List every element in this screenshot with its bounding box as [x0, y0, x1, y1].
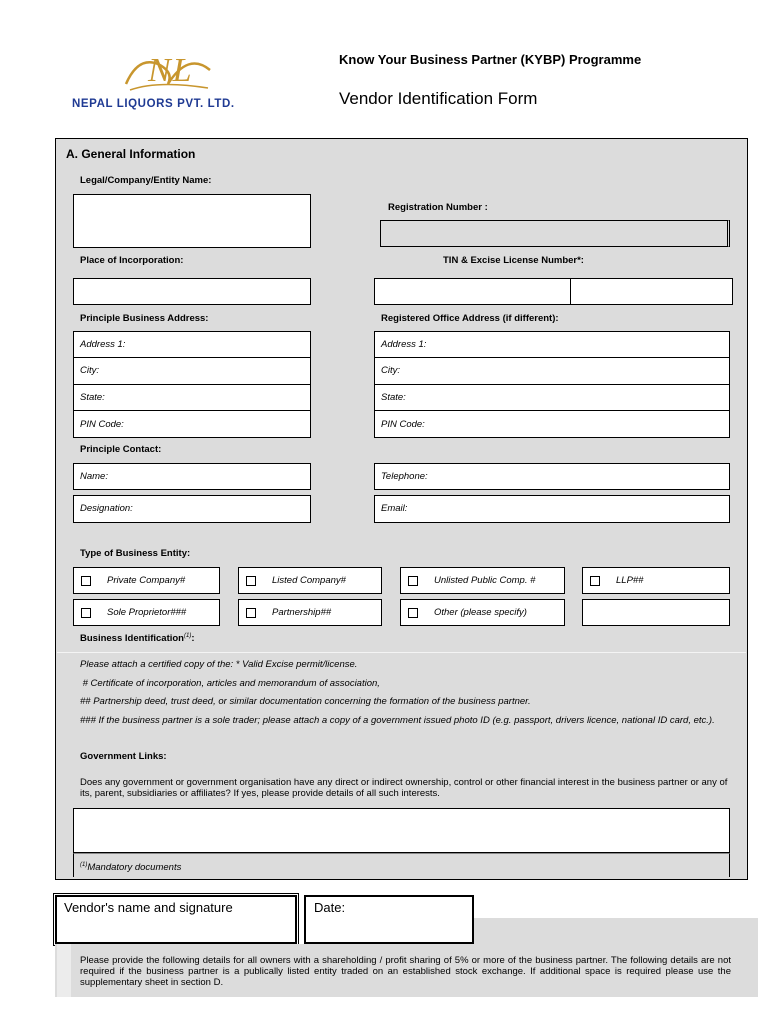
section-a-title: A. General Information [66, 147, 196, 161]
date-label: Date: [314, 900, 346, 915]
place-label: Place of Incorporation: [80, 255, 184, 266]
registered-address1-field[interactable]: Address 1: [381, 339, 427, 350]
grey-strip [470, 918, 758, 944]
contact-email-box[interactable] [374, 495, 730, 523]
vendor-signature-label: Vendor's name and signature [64, 900, 233, 915]
entity-type-label: Type of Business Entity: [80, 548, 191, 559]
entity-unlisted-public-label: Unlisted Public Comp. # [434, 575, 536, 586]
note-excise: Please attach a certified copy of the: * Valid Excise permit/license. [80, 659, 358, 670]
place-field[interactable] [73, 278, 311, 305]
checkbox-llp[interactable] [590, 576, 600, 586]
tin-field[interactable] [374, 278, 571, 305]
contact-name-field: Name: [80, 471, 108, 482]
mandatory-note: $^{(1)}$Mandatory documents [80, 862, 182, 874]
company-logo [118, 50, 218, 96]
entity-other-specify-field[interactable] [582, 599, 730, 626]
programme-title: Know Your Business Partner (KYBP) Programme [339, 52, 642, 67]
principle-address1-field[interactable]: Address 1: [80, 339, 126, 350]
registration-field[interactable] [380, 220, 730, 247]
legal-name-field[interactable] [73, 194, 311, 248]
principle-address-label: Principle Business Address: [80, 313, 209, 324]
checkbox-other[interactable] [408, 608, 418, 618]
entity-private-company-label: Private Company# [107, 575, 186, 586]
note-partnership: ## Partnership deed, trust deed, or similar documentation concerning the formation of the business partner. [80, 696, 531, 707]
checkbox-listed-company[interactable] [246, 576, 256, 586]
checkbox-sole-proprietor[interactable] [81, 608, 91, 618]
gov-question: Does any government or government organisation have any direct or indirect ownership, control or other financial interest in the business partner or any of its, parent, subsidiaries or affiliates? If yes, please provide details of all such interests. [80, 777, 728, 799]
contact-email-field: Email: [381, 503, 408, 514]
form-title: Vendor Identification Form [339, 89, 538, 108]
entity-llp[interactable] [582, 567, 730, 594]
gov-details-field[interactable] [73, 808, 730, 853]
contact-designation-field: Designation: [80, 503, 133, 514]
entity-sole-proprietor-label: Sole Proprietor### [107, 607, 187, 618]
legal-name-label: Legal/Company/Entity Name: [80, 175, 212, 186]
entity-llp-label: LLP## [616, 575, 644, 586]
business-id-label: Business Identification$^{(1)}$: [80, 633, 195, 645]
divider [57, 652, 746, 653]
registered-pin-field[interactable]: PIN Code: [381, 419, 425, 430]
entity-partnership-label: Partnership## [272, 607, 332, 618]
registered-city-field[interactable]: City: [381, 365, 400, 376]
registration-label: Registration Number : [388, 202, 488, 213]
tin-label: TIN & Excise License Number*: [443, 255, 584, 266]
contact-name-box[interactable] [73, 463, 311, 490]
registered-state-field[interactable]: State: [381, 392, 406, 403]
gov-links-label: Government Links: [80, 751, 167, 762]
principle-pin-field[interactable]: PIN Code: [80, 419, 124, 430]
entity-other-label: Other (please specify) [434, 607, 527, 618]
note-sole-trader: ### If the business partner is a sole trader; please attach a copy of a government issued photo ID (e.g. passport, drivers licence, national ID card, etc.). [80, 715, 715, 726]
company-name: NEPAL LIQUORS PVT. LTD. [72, 98, 235, 110]
checkbox-partnership[interactable] [246, 608, 256, 618]
logo-letters: NL [148, 52, 194, 89]
footer-panel-edge [57, 944, 71, 997]
contact-telephone-field: Telephone: [381, 471, 428, 482]
checkbox-private-company[interactable] [81, 576, 91, 586]
footer-note: Please provide the following details for all owners with a shareholding / profit sharing of 5% or more of the business partner. The following details are not required if the business partner is a publically listed entity traded on an established stock exchange. If additional space is required please use the supplementary sheet in section D. [80, 955, 731, 988]
excise-license-field[interactable] [570, 278, 733, 305]
entity-listed-company-label: Listed Company# [272, 575, 346, 586]
contact-label: Principle Contact: [80, 444, 162, 455]
registered-address-label: Registered Office Address (if different): [381, 313, 559, 324]
principle-city-field[interactable]: City: [80, 365, 99, 376]
checkbox-unlisted-public[interactable] [408, 576, 418, 586]
note-incorporation: # Certificate of incorporation, articles and memorandum of association, [80, 678, 380, 689]
principle-state-field[interactable]: State: [80, 392, 105, 403]
